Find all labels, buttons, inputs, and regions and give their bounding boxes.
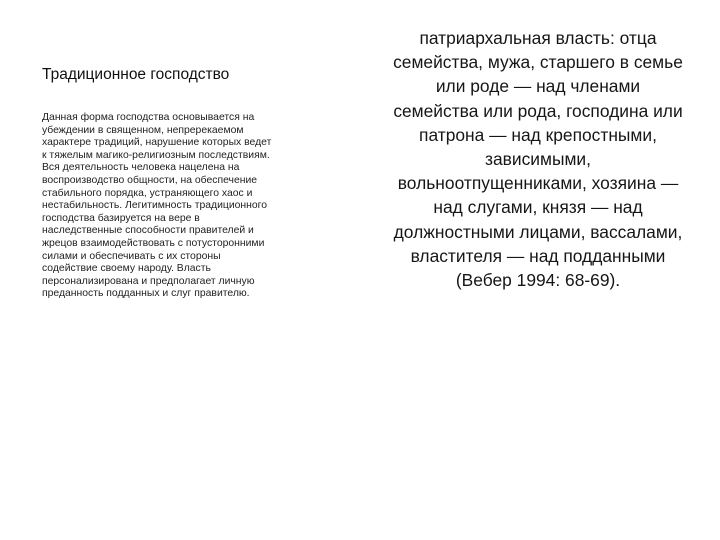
quote-text: патриархальная власть: отца семейства, мужа, старшего в семье или роде — над членами семейства или рода, господина или патрона — над крепостными, зависимыми, вольноотпущенниками, хозяина — над слугами, князя — над должностными лицами, вассалами, властителя — над подданными (Вебер 1994: 68-69). [393,28,683,291]
section-title: Традиционное господство [42,66,230,83]
section-description: Данная форма господства основывается на убеждении в священном, непререкаемом характере традиций, нарушение которых ведет к тяжелым магико-религиозным последствиям. Вся деятельность человека нацелена на воспроизводство общности, на обеспечение стабильного порядка, устраняющего хаос и нестабильность. Легитимность традиционного господства базируется на вере в наследственные способности правителей и жрецов взаимодействовать с потусторонними силами и обеспечивать с их стороны содействие своему народу. Власть персонализирована и предполагает личную преданность подданных и слуг правителю. [42,112,272,300]
